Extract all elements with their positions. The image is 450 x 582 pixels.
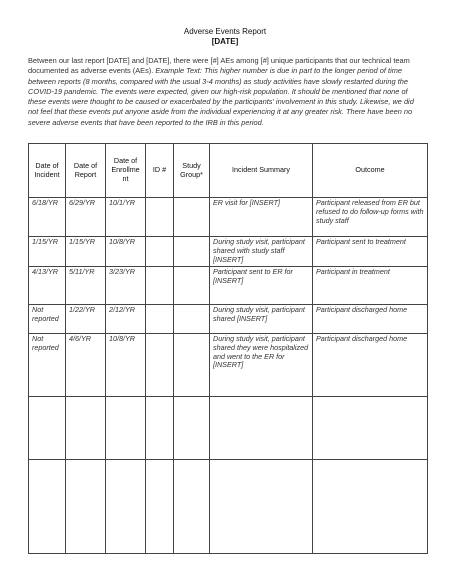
table-row [29,459,428,553]
cell-date-of-enrollment: 2/12/YR [106,304,146,333]
cell-study-group [174,266,210,304]
cell-study-group [174,459,210,553]
cell-date-of-report: 1/15/YR [66,237,106,267]
cell-outcome: Participant in treatment [313,266,428,304]
report-date: [DATE] [211,37,239,46]
cell-id [146,198,174,237]
cell-study-group [174,333,210,396]
cell-date-of-incident: Not reported [29,304,66,333]
cell-date-of-report: 1/22/YR [66,304,106,333]
cell-date-of-incident: Not reported [29,333,66,396]
table-row [29,396,428,459]
cell-incident-summary: ER visit for [INSERT] [210,198,313,237]
cell-date-of-report [66,459,106,553]
cell-date-of-enrollment [106,459,146,553]
cell-id [146,237,174,267]
table-row [29,304,428,333]
table-row [29,237,428,267]
cell-incident-summary: During study visit, participant shared [INSERT] [210,304,313,333]
cell-date-of-incident: 6/18/YR [29,198,66,237]
cell-outcome: Participant discharged home [313,304,428,333]
cell-date-of-enrollment: 10/8/YR [106,237,146,267]
cell-date-of-enrollment: 10/8/YR [106,333,146,396]
intro-example-text: Example Text: This higher number is due in part to the longer period of time between reports (8 months, compared with the usual 3-4 months) as study activities have slowly restarted during the COVID-19 pandemic. The events were expected, given our high-risk population. It should be mentioned that none of these events were thought to be caused or exacerbated by the participants' involvement in this study. Likewise, we did not feel that these events put anyone aside from the individual experiencing it at any greater risk. There have been no severe adverse events that have been reported to the IRB in this period. [28,66,414,127]
cell-id [146,333,174,396]
cell-id [146,396,174,459]
cell-date-of-incident [29,396,66,459]
header-date-of-report: Date of Report [66,144,106,198]
cell-incident-summary: During study visit, participant shared they were hospitalized and went to the ER for [INSERT] [210,333,313,396]
cell-date-of-report [66,396,106,459]
cell-date-of-enrollment: 10/1/YR [106,198,146,237]
cell-date-of-enrollment [106,396,146,459]
cell-incident-summary [210,459,313,553]
cell-outcome: Participant sent to treatment [313,237,428,267]
table-row [29,198,428,237]
report-title: Adverse Events Report [183,27,267,36]
table-row [29,266,428,304]
cell-date-of-enrollment: 3/23/YR [106,266,146,304]
cell-study-group [174,304,210,333]
cell-outcome: Participant released from ER but refused to do follow-up forms with study staff [313,198,428,237]
intro-plain-text: Between our last report [DATE] and [DATE], there were [#] AEs among [#] unique participants that our technical team documented as adverse events (AEs). [28,56,410,76]
cell-date-of-report: 6/29/YR [66,198,106,237]
intro-paragraph [28,56,424,128]
cell-incident-summary: During study visit, participant shared with study staff [INSERT] [210,237,313,267]
cell-id [146,459,174,553]
cell-id [146,304,174,333]
header-study-group: Study Group* [174,144,210,198]
cell-study-group [174,237,210,267]
header-date-of-enrollment: Date of Enrollme nt [106,144,146,198]
header-date-of-incident: Date of Incident [29,144,66,198]
table-header-row [29,144,428,198]
header-outcome: Outcome [313,144,428,198]
header-id: ID # [146,144,174,198]
cell-study-group [174,198,210,237]
header-incident-summary: Incident Summary [210,144,313,198]
cell-date-of-incident: 4/13/YR [29,266,66,304]
cell-outcome [313,396,428,459]
cell-date-of-report: 5/11/YR [66,266,106,304]
cell-date-of-incident: 1/15/YR [29,237,66,267]
cell-date-of-incident [29,459,66,553]
cell-date-of-report: 4/6/YR [66,333,106,396]
table-row [29,333,428,396]
cell-outcome: Participant discharged home [313,333,428,396]
adverse-events-table [28,143,428,554]
cell-incident-summary: Participant sent to ER for [INSERT] [210,266,313,304]
cell-outcome [313,459,428,553]
cell-id [146,266,174,304]
cell-incident-summary [210,396,313,459]
cell-study-group [174,396,210,459]
